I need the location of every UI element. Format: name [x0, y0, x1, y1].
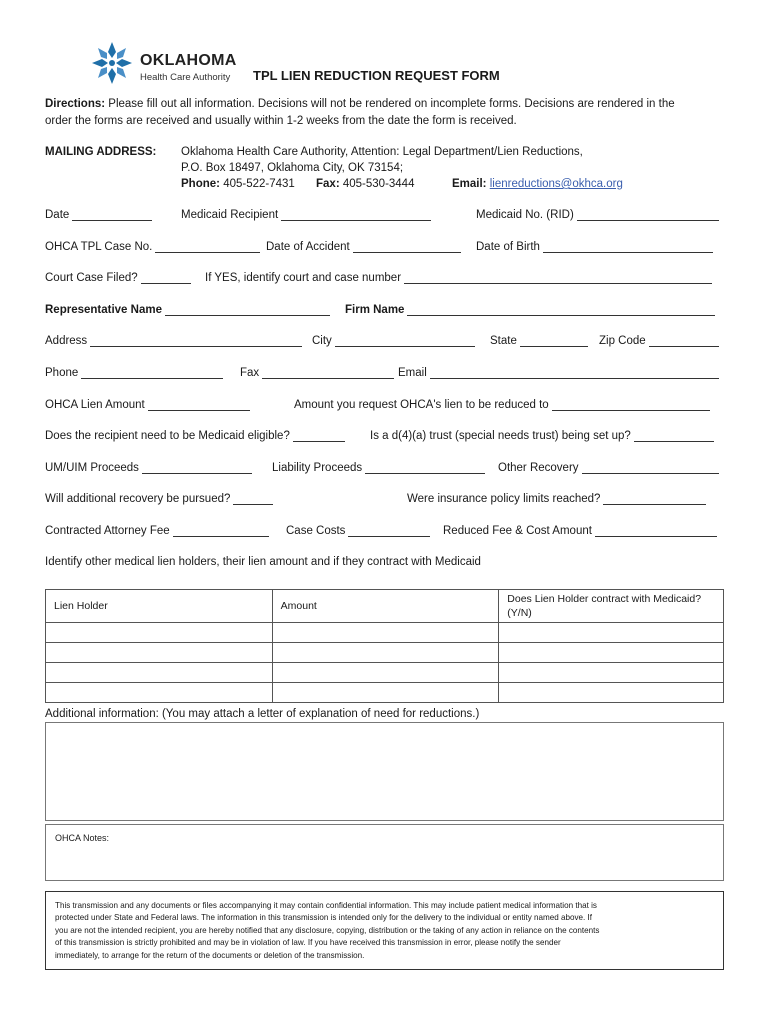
additional-recovery-field[interactable]: Will additional recovery be pursued? [45, 492, 273, 505]
date-field[interactable]: Date [45, 208, 152, 221]
mailing-label: MAILING ADDRESS: [45, 146, 157, 158]
org-subname: Health Care Authority [140, 72, 231, 83]
directions-text-2: order the forms are received and usually within 1-2 weeks from the date the form is received. [45, 115, 517, 127]
table-cell[interactable] [499, 683, 724, 703]
col-amount: Amount [272, 590, 499, 623]
col-contract: Does Lien Holder contract with Medicaid? (Y/N) [499, 590, 724, 623]
medicaid-eligible-field[interactable]: Does the recipient need to be Medicaid eligible? [45, 429, 345, 442]
table-cell[interactable] [272, 623, 499, 643]
org-name: OKLAHOMA [140, 52, 237, 69]
case-costs-field[interactable]: Case Costs [286, 524, 430, 537]
zip-field[interactable]: Zip Code [599, 334, 719, 347]
reduce-to-field[interactable]: Amount you request OHCA's lien to be reduced to [294, 398, 710, 411]
lien-holder-table [45, 589, 724, 703]
lien-instruction: Identify other medical lien holders, their lien amount and if they contract with Medicaid [45, 556, 481, 568]
table-row [46, 623, 724, 643]
col-lien-holder: Lien Holder [46, 590, 273, 623]
table-cell[interactable] [272, 683, 499, 703]
directions-text-1: Please fill out all information. Decisions will not be rendered on incomplete forms. Decisions are rendered in the [108, 98, 675, 110]
dob-field[interactable]: Date of Birth [476, 240, 713, 253]
court-details-field[interactable]: If YES, identify court and case number [205, 271, 712, 284]
policy-limits-field[interactable]: Were insurance policy limits reached? [407, 492, 706, 505]
phone-field[interactable]: Phone [45, 366, 223, 379]
table-cell[interactable] [46, 623, 273, 643]
ohca-notes-box[interactable] [45, 824, 724, 881]
directions-label: Directions: [45, 98, 106, 110]
table-row [46, 643, 724, 663]
city-field[interactable]: City [312, 334, 475, 347]
email-link[interactable]: lienreductions@okhca.org [489, 178, 623, 190]
reduced-fee-field[interactable]: Reduced Fee & Cost Amount [443, 524, 717, 537]
table-cell[interactable] [46, 643, 273, 663]
mailing-line-2: P.O. Box 18497, Oklahoma City, OK 73154; [181, 162, 404, 174]
ohca-logo [90, 40, 250, 88]
email-field[interactable]: Email [398, 366, 719, 379]
state-field[interactable]: State [490, 334, 588, 347]
case-no-field[interactable]: OHCA TPL Case No. [45, 240, 260, 253]
medicaid-recipient-field[interactable]: Medicaid Recipient [181, 208, 431, 221]
disclaimer-text: This transmission and any documents or files accompanying it may contain confidential information. This may include patient medical information that is protected under State and Federal laws. The information in this transmission is intended only for the delivery to the individual or entity named above. If you are not the intended recipient, you are hereby notified that any disclosure, copying, distribution or the taking of any action in reliance on the contents of this transmission is strictly prohibited and may be in violation of law. If you have received this transmission in error, please notify the sender immediately, to arrange for the return of the documents or deletion of the transmission. [55, 901, 600, 960]
medicaid-no-field[interactable]: Medicaid No. (RID) [476, 208, 719, 221]
table-cell[interactable] [499, 643, 724, 663]
table-cell[interactable] [46, 683, 273, 703]
mailing-phone: Phone: 405-522-7431 [181, 178, 295, 190]
fax-field[interactable]: Fax [240, 366, 394, 379]
star-logo-icon [90, 40, 134, 86]
mailing-email: Email: lienreductions@okhca.org [452, 178, 623, 190]
um-uim-field[interactable]: UM/UIM Proceeds [45, 461, 252, 474]
attorney-fee-field[interactable]: Contracted Attorney Fee [45, 524, 269, 537]
mailing-fax: Fax: 405-530-3444 [316, 178, 415, 190]
directions [45, 98, 675, 110]
liability-field[interactable]: Liability Proceeds [272, 461, 485, 474]
table-cell[interactable] [272, 663, 499, 683]
trust-field[interactable]: Is a d(4)(a) trust (special needs trust) being set up? [370, 429, 714, 442]
mailing-line-1: Oklahoma Health Care Authority, Attention: Legal Department/Lien Reductions, [181, 146, 583, 158]
additional-info-box[interactable] [45, 722, 724, 821]
address-field[interactable]: Address [45, 334, 302, 347]
fax-value: 405-530-3444 [342, 178, 415, 190]
court-case-field[interactable]: Court Case Filed? [45, 271, 191, 284]
disclaimer-box [45, 891, 724, 970]
ohca-notes-label: OHCA Notes: [55, 833, 110, 843]
additional-info-label: Additional information: (You may attach a letter of explanation of need for reductions.) [45, 708, 480, 720]
table-cell[interactable] [46, 663, 273, 683]
other-recovery-field[interactable]: Other Recovery [498, 461, 719, 474]
phone-value: 405-522-7431 [223, 178, 295, 190]
date-accident-field[interactable]: Date of Accident [266, 240, 461, 253]
form-title: TPL LIEN REDUCTION REQUEST FORM [253, 68, 500, 83]
table-row [46, 683, 724, 703]
table-cell[interactable] [499, 623, 724, 643]
lien-amount-field[interactable]: OHCA Lien Amount [45, 398, 250, 411]
table-row [46, 663, 724, 683]
firm-name-field[interactable]: Firm Name [345, 303, 715, 316]
table-cell[interactable] [272, 643, 499, 663]
table-cell[interactable] [499, 663, 724, 683]
rep-name-field[interactable]: Representative Name [45, 303, 330, 316]
table-header-row [46, 590, 724, 623]
